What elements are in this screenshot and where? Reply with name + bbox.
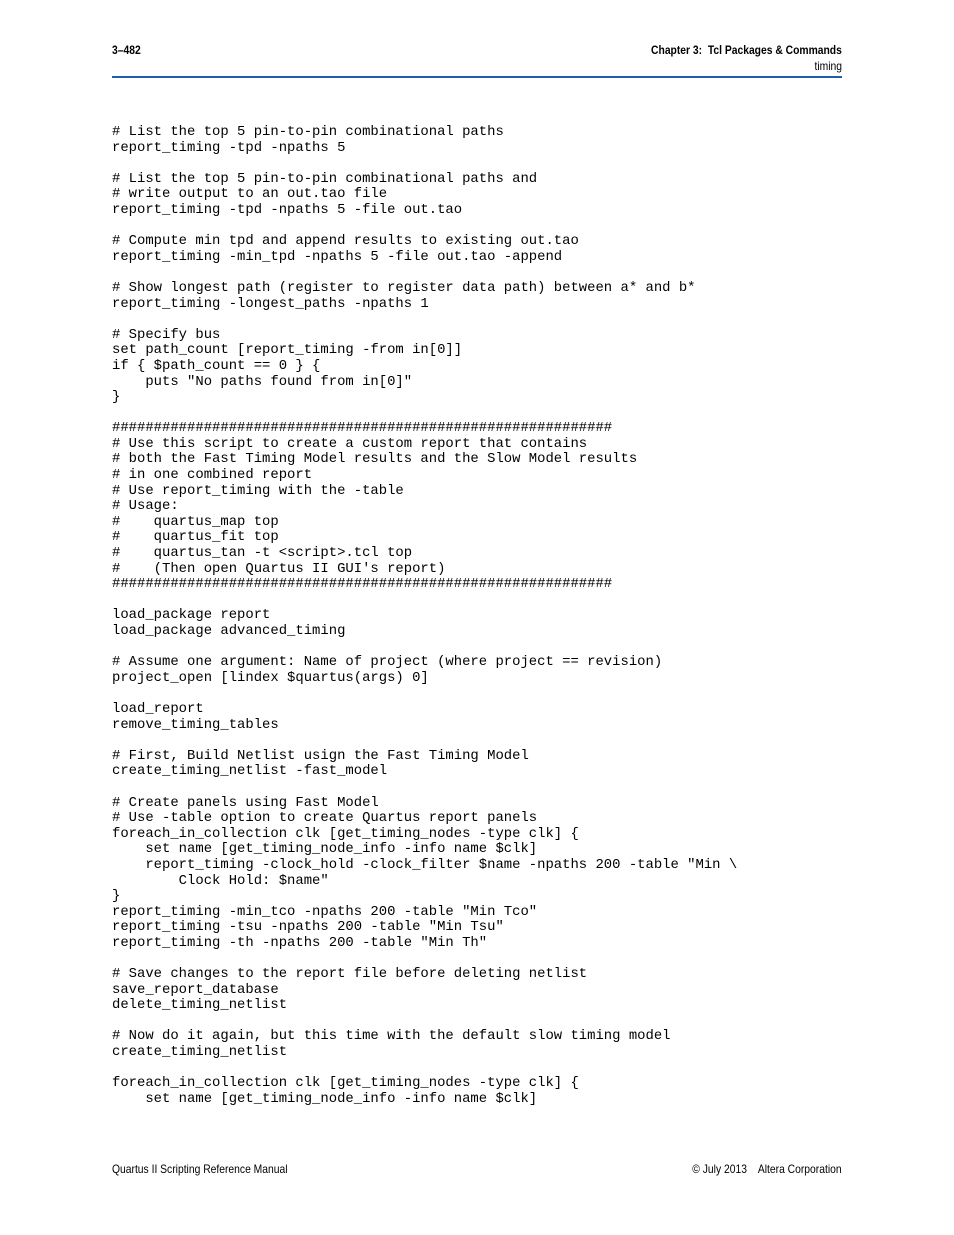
code-line: # Now do it again, but this time with the default slow timing model: [112, 1028, 671, 1045]
code-line: create_timing_netlist -fast_model: [112, 763, 388, 780]
code-line: project_open [lindex $quartus(args) 0]: [112, 669, 429, 686]
code-line: # in one combined report: [112, 467, 313, 484]
code-line: [112, 1061, 842, 1077]
code-line: # both the Fast Timing Model results and the Slow Model results: [112, 451, 638, 468]
code-line: # Usage:: [112, 498, 179, 515]
code-line: report_timing -tpd -npaths 5 -file out.tao: [112, 201, 463, 218]
code-line: set path_count [report_timing -from in[0]]: [112, 342, 463, 359]
code-line: [112, 951, 842, 967]
code-line: # Use -table option to create Quartus report panels: [112, 810, 538, 827]
code-line: [112, 219, 842, 235]
section-name: timing: [814, 59, 842, 73]
code-line: foreach_in_collection clk [get_timing_nodes -type clk] {: [112, 825, 579, 842]
code-line: set name [get_timing_node_info -info name $clk]: [112, 841, 538, 858]
code-line: # write output to an out.tao file: [112, 186, 388, 203]
code-line: ############################################################: [112, 420, 613, 437]
code-line: [112, 406, 842, 422]
header-divider: [112, 76, 842, 78]
code-line: # Save changes to the report file before deleting netlist: [112, 966, 588, 983]
code-example: [112, 125, 842, 1107]
code-line: # Specify bus: [112, 326, 221, 343]
code-line: # Use this script to create a custom report that contains: [112, 435, 588, 452]
code-line: ############################################################: [112, 576, 613, 593]
code-line: [112, 1014, 842, 1030]
code-line: # Compute min tpd and append results to existing out.tao: [112, 233, 579, 250]
code-line: if { $path_count == 0 } {: [112, 357, 321, 374]
code-line: # (Then open Quartus II GUI's report): [112, 560, 446, 577]
code-line: Clock Hold: $name": [112, 872, 329, 889]
code-line: [112, 686, 842, 702]
code-line: puts "No paths found from in[0]": [112, 373, 413, 390]
code-line: # Show longest path (register to register data path) between a* and b*: [112, 279, 696, 296]
code-line: save_report_database: [112, 981, 279, 998]
code-line: # quartus_tan -t <script>.tcl top: [112, 545, 413, 562]
code-line: report_timing -longest_paths -npaths 1: [112, 295, 429, 312]
code-line: foreach_in_collection clk [get_timing_nodes -type clk] {: [112, 1075, 579, 1092]
code-line: report_timing -min_tpd -npaths 5 -file out.tao -append: [112, 248, 563, 265]
code-line: report_timing -tpd -npaths 5: [112, 139, 346, 156]
code-line: [112, 312, 842, 328]
manual-title: Quartus II Scripting Reference Manual: [112, 1162, 288, 1176]
code-line: }: [112, 888, 121, 905]
code-line: report_timing -clock_hold -clock_filter $name -npaths 200 -table "Min \: [112, 856, 738, 873]
code-line: [112, 593, 842, 609]
code-line: report_timing -tsu -npaths 200 -table "Min Tsu": [112, 919, 504, 936]
code-line: load_package advanced_timing: [112, 623, 346, 639]
code-line: delete_timing_netlist: [112, 997, 288, 1014]
code-line: # List the top 5 pin-to-pin combinational paths: [112, 124, 504, 140]
code-line: create_timing_netlist: [112, 1044, 288, 1061]
code-line: }: [112, 389, 121, 406]
code-line: [112, 780, 842, 796]
code-line: set name [get_timing_node_info -info name $clk]: [112, 1090, 538, 1107]
code-line: # Assume one argument: Name of project (where project == revision): [112, 654, 663, 671]
chapter-title: Chapter 3: Tcl Packages & Commands: [651, 43, 842, 57]
copyright-notice: © July 2013 Altera Corporation: [692, 1162, 842, 1176]
code-line: [112, 265, 842, 281]
code-line: remove_timing_tables: [112, 716, 279, 733]
code-line: load_report: [112, 700, 204, 717]
code-line: [112, 733, 842, 749]
code-line: report_timing -th -npaths 200 -table "Min Th": [112, 934, 488, 951]
code-line: # Use report_timing with the -table: [112, 482, 404, 499]
code-line: report_timing -min_tco -npaths 200 -table "Min Tco": [112, 903, 538, 920]
code-line: load_package report: [112, 607, 271, 624]
code-line: # Create panels using Fast Model: [112, 794, 379, 811]
code-line: [112, 640, 842, 656]
code-line: # quartus_map top: [112, 513, 279, 530]
page-number: 3–482: [112, 43, 141, 57]
code-line: # quartus_fit top: [112, 529, 279, 546]
code-line: # List the top 5 pin-to-pin combinational paths and: [112, 170, 538, 187]
code-line: # First, Build Netlist usign the Fast Timing Model: [112, 747, 529, 764]
code-line: [112, 156, 842, 172]
